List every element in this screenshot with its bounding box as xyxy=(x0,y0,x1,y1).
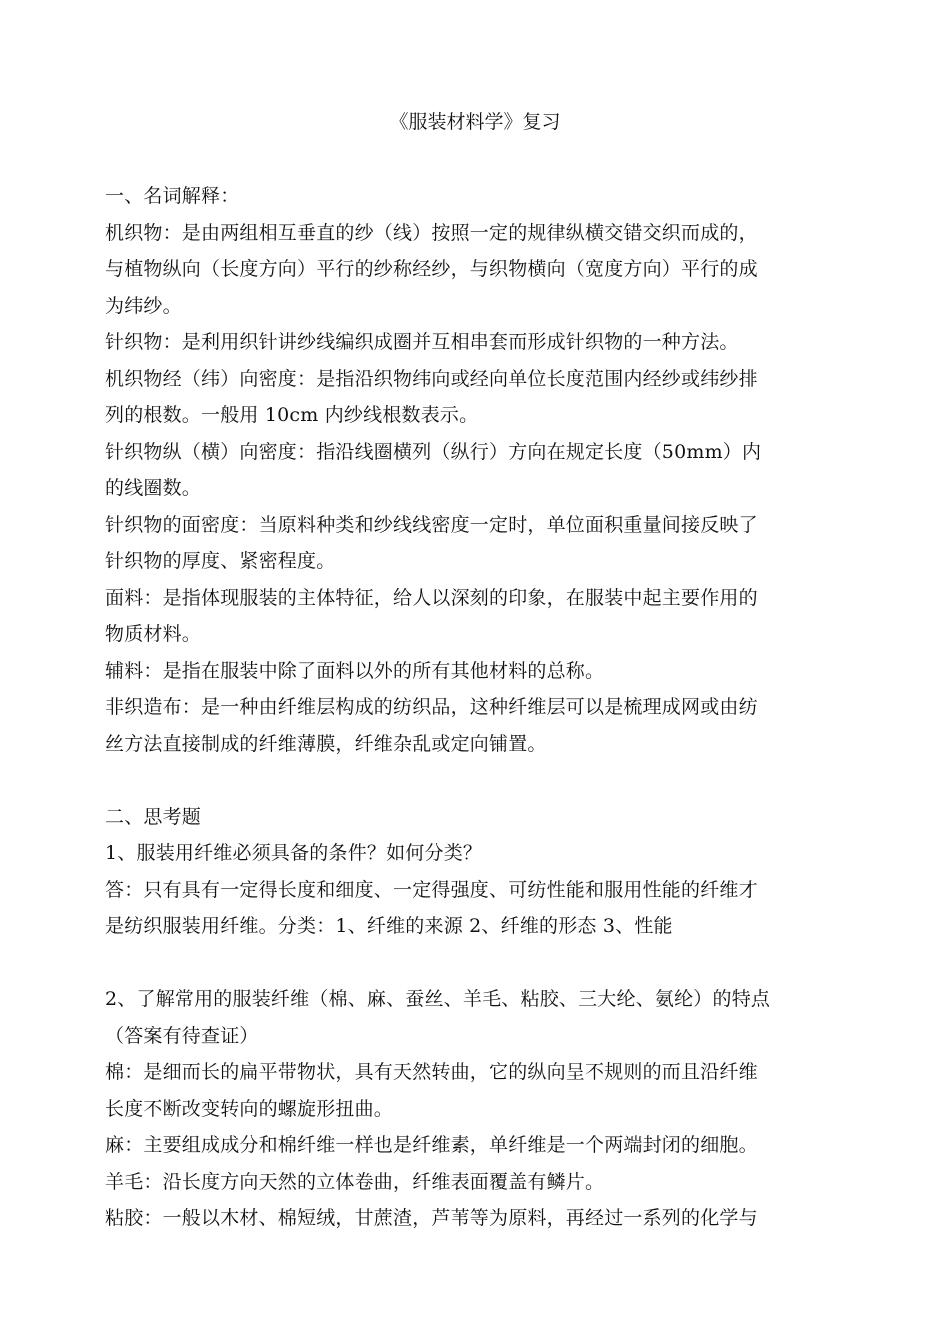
paragraph-line: 与植物纵向（长度方向）平行的纱称经纱，与织物横向（宽度方向）平行的成 xyxy=(105,258,758,280)
section-heading-definitions: 一、名词解释： xyxy=(105,185,240,207)
paragraph-line: 非织造布：是一种由纤维层构成的纺织品，这种纤维层可以是梳理成网或由纺 xyxy=(105,696,758,718)
answer-line: 是纺织服装用纤维。分类：1、纤维的来源 2、纤维的形态 3、性能 xyxy=(105,915,673,937)
answer-line: 答：只有具有一定得长度和细度、一定得强度、可纺性能和服用性能的纤维才 xyxy=(105,878,758,901)
question-line: （答案有待查证） xyxy=(105,1024,259,1047)
question-line: 2、了解常用的服装纤维（棉、麻、蚕丝、羊毛、粘胶、三大纶、氨纶）的特点 xyxy=(105,988,771,1010)
paragraph-line: 针织物：是利用织针讲纱线编织成圈并互相串套而形成针织物的一种方法。 xyxy=(105,331,739,353)
answer-line: 羊毛：沿长度方向天然的立体卷曲，纤维表面覆盖有鳞片。 xyxy=(105,1170,605,1193)
answer-line: 粘胶：一般以木材、棉短绒，甘蔗渣，芦苇等为原料，再经过一系列的化学与 xyxy=(105,1207,758,1229)
section-heading-questions: 二、思考题 xyxy=(105,805,202,828)
paragraph-line: 辅料：是指在服装中除了面料以外的所有其他材料的总称。 xyxy=(105,659,605,682)
answer-line: 长度不断改变转向的螺旋形扭曲。 xyxy=(105,1097,394,1120)
paragraph-line: 针织物的厚度、紧密程度。 xyxy=(105,550,336,572)
paragraph-line: 机织物：是由两组相互垂直的纱（线）按照一定的规律纵横交错交织而成的， xyxy=(105,221,758,244)
paragraph-line: 针织物纵（横）向密度：指沿线圈横列（纵行）方向在规定长度（50mm）内 xyxy=(105,440,762,463)
paragraph-line: 面料：是指体现服装的主体特征，给人以深刻的印象，在服装中起主要作用的 xyxy=(105,586,758,609)
blank-line xyxy=(105,945,865,982)
paragraph-line: 机织物经（纬）向密度：是指沿织物纬向或经向单位长度范围内经纱或纬纱排 xyxy=(105,367,758,390)
answer-line: 麻：主要组成成分和棉纤维一样也是纤维素，单纤维是一个两端封闭的细胞。 xyxy=(105,1134,758,1156)
blank-line xyxy=(105,762,865,799)
paragraph-line: 为纬纱。 xyxy=(105,294,182,317)
document-title: 《服装材料学》复习 xyxy=(389,111,561,133)
paragraph-line: 列的根数。一般用 10cm 内纱线根数表示。 xyxy=(105,404,479,426)
document-body xyxy=(105,178,865,1237)
question-line: 1、服装用纤维必须具备的条件？如何分类？ xyxy=(105,842,483,864)
paragraph-line: 物质材料。 xyxy=(105,623,202,645)
paragraph-line: 针织物的面密度：当原料种类和纱线线密度一定时，单位面积重量间接反映了 xyxy=(105,513,758,536)
paragraph-line: 的线圈数。 xyxy=(105,477,202,499)
paragraph-line: 丝方法直接制成的纤维薄膜，纤维杂乱或定向铺置。 xyxy=(105,732,547,755)
answer-line: 棉：是细而长的扁平带物状，具有天然转曲，它的纵向呈不规则的而且沿纤维 xyxy=(105,1061,758,1083)
